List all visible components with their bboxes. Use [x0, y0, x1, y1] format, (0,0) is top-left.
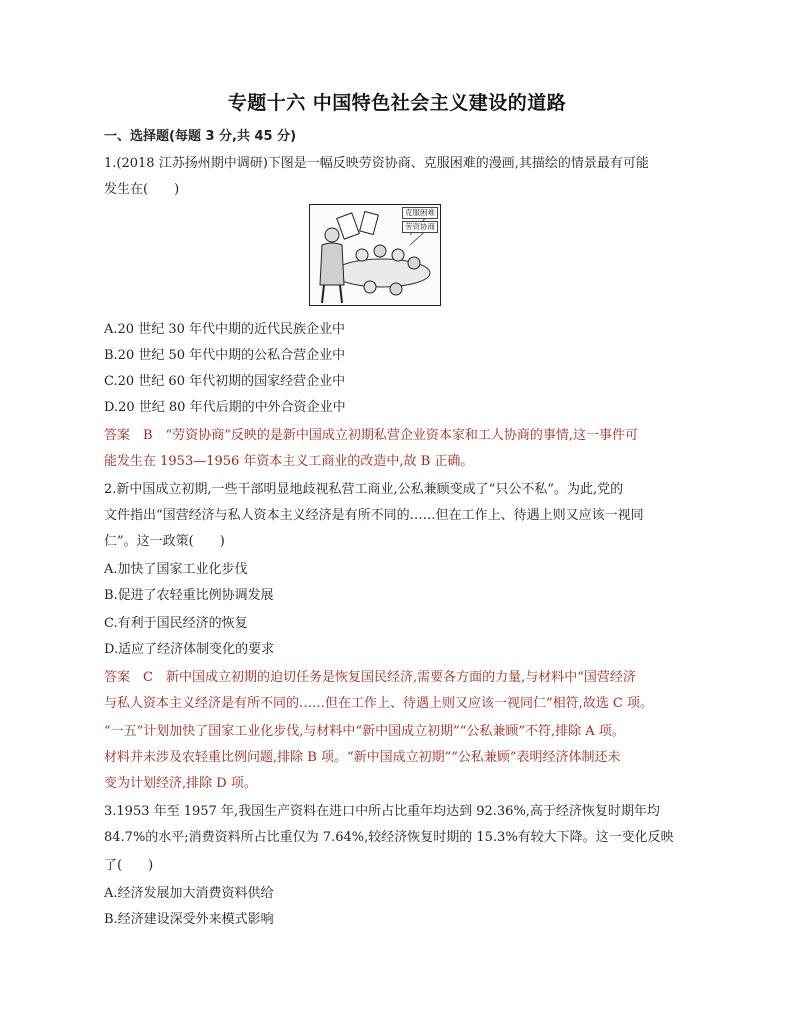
figure-caption-2: 劳资协商: [402, 221, 438, 233]
q3-stem-line-2: 84.7%的水平;消费资料所占比重仅为 7.64%,较经济恢复时期的 15.3%有较大下降。这一变化反映: [104, 830, 674, 845]
q3-option-a: A.经济发展加大消费资料供给: [104, 886, 274, 901]
section-heading: 一、选择题(每题 3 分,共 45 分): [104, 129, 297, 144]
q1-stem-line-2: 发生在( ): [104, 182, 180, 197]
q2-answer-line-3: “一五”计划加快了国家工业化步伐,与材料中“新中国成立初期”“公私兼顾”不符,排除 A 项。: [104, 724, 625, 739]
q2-option-d: D.适应了经济体制变化的要求: [104, 642, 275, 657]
q1-option-c: C.20 世纪 60 年代初期的国家经营企业中: [104, 374, 346, 389]
q2-stem-line-1: 2.新中国成立初期,一些干部明显地歧视私营工商业,公私兼顾变成了“只公不私”。为此,党的: [104, 482, 624, 497]
q1-option-a: A.20 世纪 30 年代中期的近代民族企业中: [104, 322, 346, 337]
q1-option-b: B.20 世纪 50 年代中期的公私合营企业中: [104, 348, 346, 363]
q2-option-a: A.加快了国家工业化步伐: [104, 562, 248, 577]
q1-stem-line-1: 1.(2018 江苏扬州期中调研)下图是一幅反映劳资协商、克服困难的漫画,其描绘的情景最有可能: [104, 156, 649, 171]
q2-option-c: C.有利于国民经济的恢复: [104, 616, 248, 631]
q3-option-b: B.经济建设深受外来模式影响: [104, 912, 274, 927]
q2-option-b: B.促进了农轻重比例协调发展: [104, 588, 274, 603]
q2-answer-line-2: 与私人资本主义经济是有所不同的……但在工作上、待遇上则又应该一视同仁”相符,故选 C 项。: [104, 696, 653, 711]
q1-option-d: D.20 世纪 80 年代后期的中外合资企业中: [104, 400, 346, 415]
q1-answer-line-1: 答案 B “劳资协商”反映的是新中国成立初期私营企业资本家和工人协商的事情,这一事件可: [104, 428, 638, 443]
q2-stem-line-3: 仁”。这一政策( ): [104, 534, 225, 549]
q2-answer-line-5: 变为计划经济,排除 D 项。: [104, 776, 257, 791]
q1-answer-line-2: 能发生在 1953—1956 年资本主义工商业的改造中,故 B 正确。: [104, 454, 474, 469]
figure-caption-1: 克服困难: [402, 207, 438, 219]
q3-stem-line-1: 3.1953 年至 1957 年,我国生产资料在进口中所占比重年均达到 92.36%,高于经济恢复时期年均: [104, 804, 660, 819]
q2-stem-line-2: 文件指出“国营经济与私人资本主义经济是有所不同的……但在工作上、待遇上则又应该一视同: [104, 508, 644, 523]
q2-answer-line-4: 材料并未涉及农轻重比例问题,排除 B 项。“新中国成立初期”“公私兼顾”表明经济体制还未: [104, 750, 621, 765]
q3-stem-line-3: 了( ): [104, 858, 154, 873]
cartoon-illustration: [309, 204, 441, 306]
cartoon-drawing: [310, 205, 440, 305]
page-title: 专题十六 中国特色社会主义建设的道路: [227, 92, 567, 114]
q2-answer-line-1: 答案 C 新中国成立初期的迫切任务是恢复国民经济,需要各方面的力量,与材料中“国营经济: [104, 670, 636, 685]
